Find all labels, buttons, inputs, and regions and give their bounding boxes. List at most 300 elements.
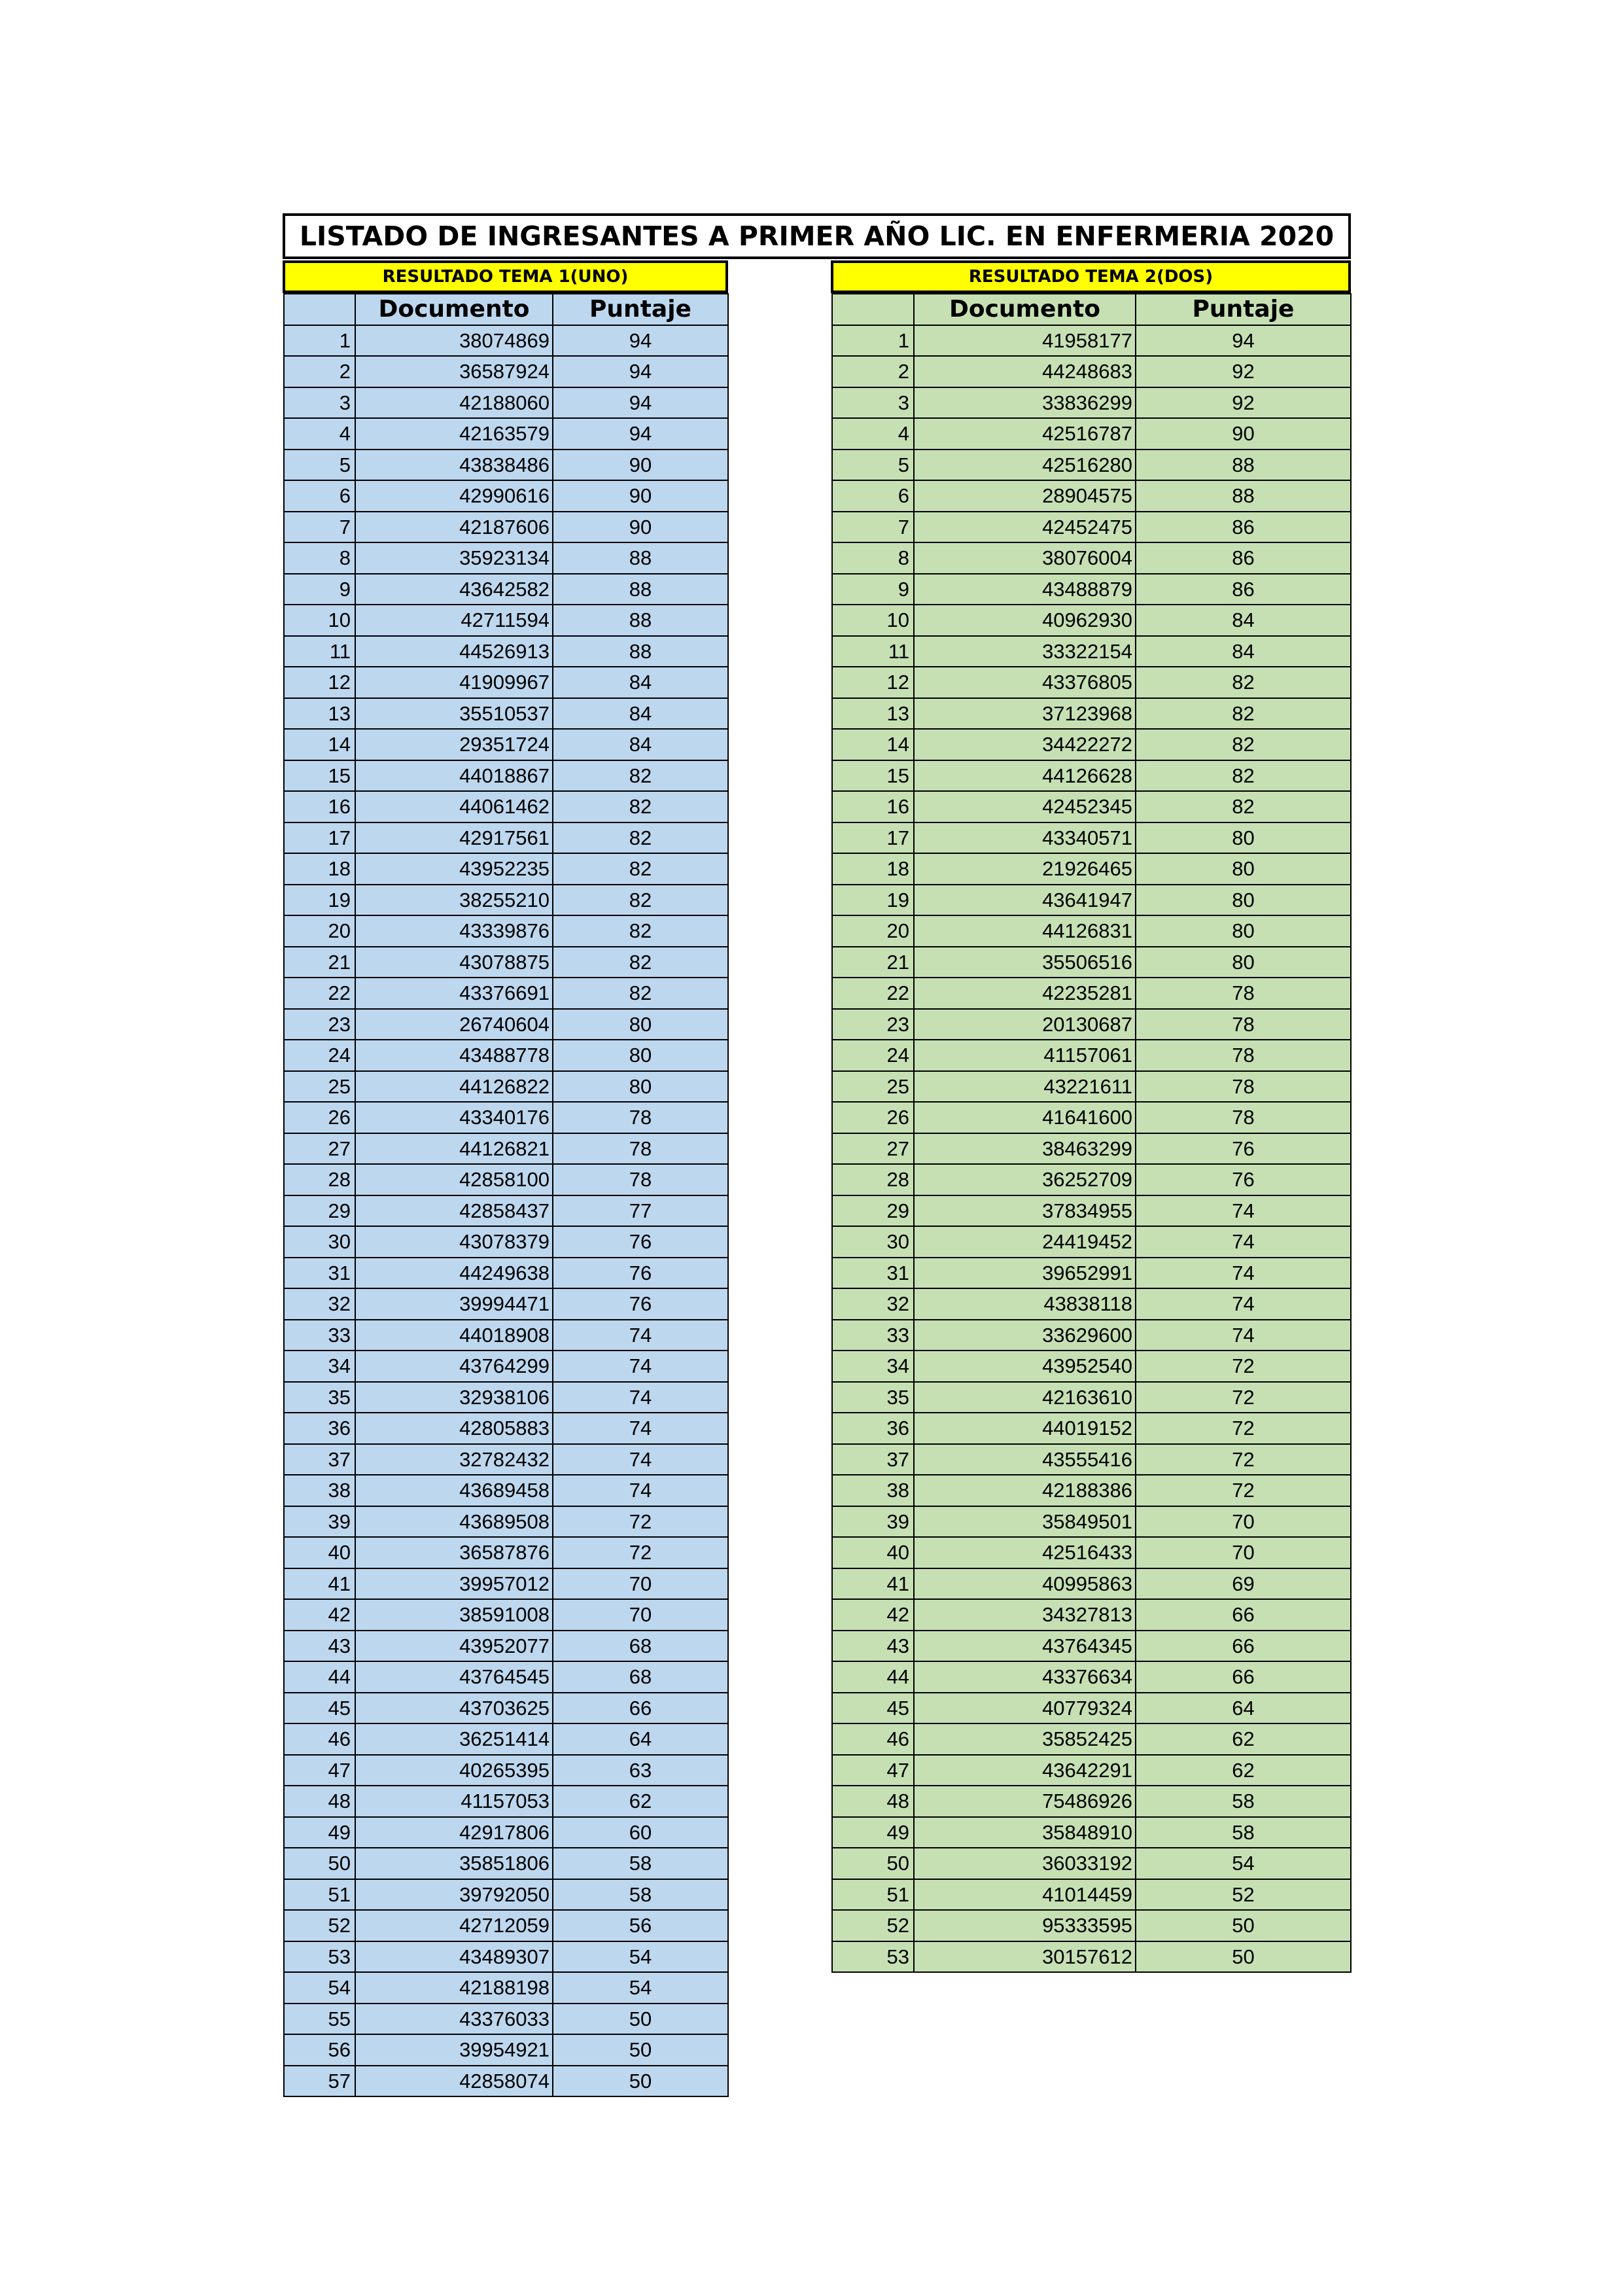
table-row bbox=[284, 1661, 728, 1693]
row-number: 50 bbox=[832, 1848, 914, 1879]
table-row bbox=[284, 387, 728, 419]
documento-cell: 43376634 bbox=[914, 1661, 1136, 1693]
table-row bbox=[832, 542, 1351, 574]
puntaje-cell: 84 bbox=[553, 698, 728, 730]
documento-cell: 36251414 bbox=[355, 1723, 553, 1755]
table-row bbox=[284, 1506, 728, 1538]
documento-cell: 38591008 bbox=[355, 1599, 553, 1631]
table-row bbox=[832, 1848, 1351, 1879]
table-row bbox=[284, 853, 728, 885]
puntaje-cell: 66 bbox=[1136, 1599, 1351, 1631]
documento-cell: 33629600 bbox=[914, 1320, 1136, 1351]
table-row bbox=[284, 1351, 728, 1382]
documento-cell: 42712059 bbox=[355, 1910, 553, 1941]
row-number: 26 bbox=[832, 1102, 914, 1133]
row-number: 7 bbox=[284, 512, 355, 543]
puntaje-cell: 74 bbox=[1136, 1226, 1351, 1258]
table-row bbox=[832, 356, 1351, 387]
row-number: 35 bbox=[284, 1382, 355, 1413]
table-row bbox=[832, 1258, 1351, 1289]
row-number: 10 bbox=[832, 605, 914, 636]
documento-cell: 44248683 bbox=[914, 356, 1136, 387]
documento-cell: 39954921 bbox=[355, 2034, 553, 2066]
tema1-index-header bbox=[284, 294, 355, 325]
puntaje-cell: 82 bbox=[553, 885, 728, 916]
table-row bbox=[832, 450, 1351, 481]
documento-cell: 42163610 bbox=[914, 1382, 1136, 1413]
row-number: 4 bbox=[832, 418, 914, 450]
row-number: 43 bbox=[832, 1631, 914, 1662]
documento-cell: 43555416 bbox=[914, 1444, 1136, 1475]
row-number: 51 bbox=[284, 1879, 355, 1911]
puntaje-cell: 54 bbox=[1136, 1848, 1351, 1879]
table-row bbox=[284, 1537, 728, 1568]
puntaje-cell: 54 bbox=[553, 1972, 728, 2004]
documento-cell: 95333595 bbox=[914, 1910, 1136, 1941]
table-row bbox=[284, 1288, 728, 1320]
table-row bbox=[832, 1040, 1351, 1071]
puntaje-cell: 72 bbox=[553, 1537, 728, 1568]
documento-cell: 40265395 bbox=[355, 1755, 553, 1786]
row-number: 35 bbox=[832, 1382, 914, 1413]
puntaje-cell: 80 bbox=[1136, 915, 1351, 947]
table-row bbox=[832, 760, 1351, 792]
documento-cell: 42711594 bbox=[355, 605, 553, 636]
row-number: 18 bbox=[832, 853, 914, 885]
row-number: 6 bbox=[284, 480, 355, 512]
table-row bbox=[284, 760, 728, 792]
documento-cell: 43838486 bbox=[355, 450, 553, 481]
puntaje-cell: 66 bbox=[553, 1693, 728, 1724]
documento-cell: 43488879 bbox=[914, 574, 1136, 605]
documento-cell: 33836299 bbox=[914, 387, 1136, 419]
puntaje-cell: 74 bbox=[553, 1382, 728, 1413]
puntaje-cell: 68 bbox=[553, 1661, 728, 1693]
table-row bbox=[832, 915, 1351, 947]
documento-cell: 41014459 bbox=[914, 1879, 1136, 1911]
puntaje-cell: 90 bbox=[553, 480, 728, 512]
puntaje-cell: 74 bbox=[1136, 1288, 1351, 1320]
puntaje-cell: 80 bbox=[1136, 853, 1351, 885]
tema1-documento-header: Documento bbox=[355, 294, 553, 325]
puntaje-cell: 88 bbox=[553, 542, 728, 574]
documento-cell: 42188386 bbox=[914, 1475, 1136, 1506]
tema1-table bbox=[283, 293, 729, 2097]
documento-cell: 42990616 bbox=[355, 480, 553, 512]
puntaje-cell: 94 bbox=[553, 356, 728, 387]
puntaje-cell: 78 bbox=[1136, 1009, 1351, 1040]
row-number: 25 bbox=[284, 1071, 355, 1103]
row-number: 38 bbox=[832, 1475, 914, 1506]
row-number: 54 bbox=[284, 1972, 355, 2004]
table-row bbox=[284, 1382, 728, 1413]
puntaje-cell: 94 bbox=[553, 418, 728, 450]
puntaje-cell: 74 bbox=[553, 1413, 728, 1444]
row-number: 57 bbox=[284, 2066, 355, 2097]
table-row bbox=[284, 1071, 728, 1103]
row-number: 48 bbox=[832, 1786, 914, 1817]
table-row bbox=[832, 605, 1351, 636]
documento-cell: 43641947 bbox=[914, 885, 1136, 916]
table-row bbox=[284, 1133, 728, 1165]
documento-cell: 43489307 bbox=[355, 1941, 553, 1973]
row-number: 39 bbox=[832, 1506, 914, 1538]
row-number: 50 bbox=[284, 1848, 355, 1879]
table-row bbox=[284, 1693, 728, 1724]
puntaje-cell: 84 bbox=[553, 667, 728, 698]
table-row bbox=[284, 1413, 728, 1444]
documento-cell: 41909967 bbox=[355, 667, 553, 698]
puntaje-cell: 84 bbox=[553, 729, 728, 760]
puntaje-cell: 82 bbox=[1136, 667, 1351, 698]
table-row bbox=[284, 1941, 728, 1973]
row-number: 30 bbox=[832, 1226, 914, 1258]
puntaje-cell: 86 bbox=[1136, 542, 1351, 574]
table-row bbox=[832, 729, 1351, 760]
documento-cell: 44018867 bbox=[355, 760, 553, 792]
table-row bbox=[284, 1009, 728, 1040]
documento-cell: 43340571 bbox=[914, 822, 1136, 854]
puntaje-cell: 88 bbox=[553, 605, 728, 636]
table-row bbox=[832, 1444, 1351, 1475]
table-row bbox=[284, 2066, 728, 2097]
puntaje-cell: 50 bbox=[1136, 1910, 1351, 1941]
row-number: 19 bbox=[284, 885, 355, 916]
table-row bbox=[832, 636, 1351, 667]
documento-cell: 42917561 bbox=[355, 822, 553, 854]
documento-cell: 43221611 bbox=[914, 1071, 1136, 1103]
puntaje-cell: 82 bbox=[1136, 698, 1351, 730]
row-number: 49 bbox=[832, 1817, 914, 1848]
documento-cell: 41641600 bbox=[914, 1102, 1136, 1133]
puntaje-cell: 50 bbox=[1136, 1941, 1351, 1973]
row-number: 56 bbox=[284, 2034, 355, 2066]
row-number: 40 bbox=[284, 1537, 355, 1568]
documento-cell: 43078379 bbox=[355, 1226, 553, 1258]
row-number: 45 bbox=[832, 1693, 914, 1724]
puntaje-cell: 54 bbox=[553, 1941, 728, 1973]
puntaje-cell: 62 bbox=[1136, 1723, 1351, 1755]
table-row bbox=[284, 698, 728, 730]
table-row bbox=[284, 915, 728, 947]
documento-cell: 43952540 bbox=[914, 1351, 1136, 1382]
row-number: 36 bbox=[832, 1413, 914, 1444]
documento-cell: 42516433 bbox=[914, 1537, 1136, 1568]
row-number: 31 bbox=[284, 1258, 355, 1289]
row-number: 22 bbox=[832, 978, 914, 1009]
row-number: 8 bbox=[284, 542, 355, 574]
table-row bbox=[832, 1102, 1351, 1133]
puntaje-cell: 68 bbox=[553, 1631, 728, 1662]
table-row bbox=[284, 636, 728, 667]
documento-cell: 42452345 bbox=[914, 791, 1136, 822]
puntaje-cell: 66 bbox=[1136, 1661, 1351, 1693]
puntaje-cell: 82 bbox=[1136, 729, 1351, 760]
row-number: 40 bbox=[832, 1537, 914, 1568]
row-number: 21 bbox=[284, 947, 355, 978]
documento-cell: 35506516 bbox=[914, 947, 1136, 978]
row-number: 31 bbox=[832, 1258, 914, 1289]
puntaje-cell: 78 bbox=[553, 1102, 728, 1133]
table-row bbox=[284, 1879, 728, 1911]
documento-cell: 42516280 bbox=[914, 450, 1136, 481]
documento-cell: 42516787 bbox=[914, 418, 1136, 450]
documento-cell: 43078875 bbox=[355, 947, 553, 978]
table-row bbox=[284, 1848, 728, 1879]
documento-cell: 38463299 bbox=[914, 1133, 1136, 1165]
puntaje-cell: 70 bbox=[1136, 1537, 1351, 1568]
documento-cell: 42163579 bbox=[355, 418, 553, 450]
table-row bbox=[832, 1661, 1351, 1693]
puntaje-cell: 74 bbox=[553, 1444, 728, 1475]
documento-cell: 39792050 bbox=[355, 1879, 553, 1911]
row-number: 27 bbox=[832, 1133, 914, 1165]
documento-cell: 36587876 bbox=[355, 1537, 553, 1568]
documento-cell: 39994471 bbox=[355, 1288, 553, 1320]
documento-cell: 43764345 bbox=[914, 1631, 1136, 1662]
documento-cell: 35852425 bbox=[914, 1723, 1136, 1755]
puntaje-cell: 94 bbox=[553, 387, 728, 419]
row-number: 1 bbox=[832, 325, 914, 357]
row-number: 8 bbox=[832, 542, 914, 574]
puntaje-cell: 60 bbox=[553, 1817, 728, 1848]
tema1-heading: RESULTADO TEMA 1(UNO) bbox=[283, 260, 728, 293]
row-number: 51 bbox=[832, 1879, 914, 1911]
puntaje-cell: 82 bbox=[553, 978, 728, 1009]
puntaje-cell: 78 bbox=[553, 1133, 728, 1165]
row-number: 20 bbox=[284, 915, 355, 947]
row-number: 15 bbox=[832, 760, 914, 792]
puntaje-cell: 72 bbox=[1136, 1382, 1351, 1413]
row-number: 2 bbox=[832, 356, 914, 387]
documento-cell: 41958177 bbox=[914, 325, 1136, 357]
row-number: 13 bbox=[284, 698, 355, 730]
table-row bbox=[832, 418, 1351, 450]
puntaje-cell: 86 bbox=[1136, 574, 1351, 605]
row-number: 42 bbox=[284, 1599, 355, 1631]
table-row bbox=[832, 1599, 1351, 1631]
table-row bbox=[284, 1910, 728, 1941]
puntaje-cell: 66 bbox=[1136, 1631, 1351, 1662]
puntaje-cell: 82 bbox=[553, 791, 728, 822]
table-row bbox=[832, 1723, 1351, 1755]
puntaje-cell: 84 bbox=[1136, 605, 1351, 636]
documento-cell: 44126831 bbox=[914, 915, 1136, 947]
puntaje-cell: 74 bbox=[1136, 1195, 1351, 1227]
table-row bbox=[832, 667, 1351, 698]
documento-cell: 36033192 bbox=[914, 1848, 1136, 1879]
table-row bbox=[832, 1941, 1351, 1973]
puntaje-cell: 77 bbox=[553, 1195, 728, 1227]
documento-cell: 43376805 bbox=[914, 667, 1136, 698]
table-row bbox=[832, 1320, 1351, 1351]
tema2-puntaje-header: Puntaje bbox=[1136, 294, 1351, 325]
puntaje-cell: 70 bbox=[553, 1599, 728, 1631]
documento-cell: 42188060 bbox=[355, 387, 553, 419]
puntaje-cell: 72 bbox=[1136, 1444, 1351, 1475]
table-row bbox=[832, 1631, 1351, 1662]
row-number: 45 bbox=[284, 1693, 355, 1724]
table-row bbox=[284, 1475, 728, 1506]
table-row bbox=[284, 729, 728, 760]
table-row bbox=[832, 853, 1351, 885]
table-row bbox=[832, 1817, 1351, 1848]
puntaje-cell: 58 bbox=[1136, 1817, 1351, 1848]
row-number: 28 bbox=[832, 1164, 914, 1195]
row-number: 37 bbox=[284, 1444, 355, 1475]
row-number: 43 bbox=[284, 1631, 355, 1662]
row-number: 3 bbox=[284, 387, 355, 419]
puntaje-cell: 80 bbox=[553, 1040, 728, 1071]
page-title: LISTADO DE INGRESANTES A PRIMER AÑO LIC. EN ENFERMERIA 2020 bbox=[283, 213, 1351, 259]
row-number: 52 bbox=[832, 1910, 914, 1941]
table-row bbox=[832, 1164, 1351, 1195]
row-number: 44 bbox=[284, 1661, 355, 1693]
row-number: 4 bbox=[284, 418, 355, 450]
documento-cell: 32782432 bbox=[355, 1444, 553, 1475]
puntaje-cell: 82 bbox=[1136, 791, 1351, 822]
documento-cell: 44061462 bbox=[355, 791, 553, 822]
table-row bbox=[284, 1102, 728, 1133]
documento-cell: 42805883 bbox=[355, 1413, 553, 1444]
table-row bbox=[832, 1382, 1351, 1413]
table-row bbox=[832, 885, 1351, 916]
documento-cell: 40995863 bbox=[914, 1568, 1136, 1600]
documento-cell: 43642291 bbox=[914, 1755, 1136, 1786]
row-number: 22 bbox=[284, 978, 355, 1009]
row-number: 52 bbox=[284, 1910, 355, 1941]
puntaje-cell: 88 bbox=[1136, 480, 1351, 512]
puntaje-cell: 78 bbox=[1136, 1071, 1351, 1103]
documento-cell: 21926465 bbox=[914, 853, 1136, 885]
table-row bbox=[832, 822, 1351, 854]
puntaje-cell: 80 bbox=[1136, 885, 1351, 916]
table-row bbox=[832, 978, 1351, 1009]
puntaje-cell: 82 bbox=[553, 822, 728, 854]
table-row bbox=[832, 1009, 1351, 1040]
table-row bbox=[832, 1195, 1351, 1227]
table-row bbox=[832, 1786, 1351, 1817]
tema1-rows bbox=[284, 325, 728, 2097]
documento-cell: 42858100 bbox=[355, 1164, 553, 1195]
documento-cell: 20130687 bbox=[914, 1009, 1136, 1040]
row-number: 16 bbox=[832, 791, 914, 822]
documento-cell: 43764545 bbox=[355, 1661, 553, 1693]
table-row bbox=[284, 325, 728, 357]
documento-cell: 44249638 bbox=[355, 1258, 553, 1289]
row-number: 28 bbox=[284, 1164, 355, 1195]
documento-cell: 43764299 bbox=[355, 1351, 553, 1382]
documento-cell: 44019152 bbox=[914, 1413, 1136, 1444]
row-number: 47 bbox=[832, 1755, 914, 1786]
row-number: 14 bbox=[832, 729, 914, 760]
documento-cell: 43376033 bbox=[355, 2004, 553, 2035]
row-number: 3 bbox=[832, 387, 914, 419]
table-row bbox=[284, 1444, 728, 1475]
table-row bbox=[832, 1288, 1351, 1320]
row-number: 34 bbox=[832, 1351, 914, 1382]
table-row bbox=[832, 1910, 1351, 1941]
table-row bbox=[832, 1226, 1351, 1258]
puntaje-cell: 92 bbox=[1136, 356, 1351, 387]
row-number: 29 bbox=[284, 1195, 355, 1227]
row-number: 19 bbox=[832, 885, 914, 916]
row-number: 27 bbox=[284, 1133, 355, 1165]
puntaje-cell: 88 bbox=[1136, 450, 1351, 481]
documento-cell: 43642582 bbox=[355, 574, 553, 605]
table-row bbox=[284, 356, 728, 387]
table-row bbox=[284, 1226, 728, 1258]
row-number: 5 bbox=[284, 450, 355, 481]
documento-cell: 44018908 bbox=[355, 1320, 553, 1351]
row-number: 15 bbox=[284, 760, 355, 792]
puntaje-cell: 70 bbox=[1136, 1506, 1351, 1538]
documento-cell: 43838118 bbox=[914, 1288, 1136, 1320]
documento-cell: 42858437 bbox=[355, 1195, 553, 1227]
row-number: 34 bbox=[284, 1351, 355, 1382]
puntaje-cell: 64 bbox=[1136, 1693, 1351, 1724]
puntaje-cell: 90 bbox=[553, 450, 728, 481]
row-number: 16 bbox=[284, 791, 355, 822]
row-number: 12 bbox=[284, 667, 355, 698]
table-row bbox=[832, 1537, 1351, 1568]
documento-cell: 43339876 bbox=[355, 915, 553, 947]
puntaje-cell: 86 bbox=[1136, 512, 1351, 543]
row-number: 32 bbox=[284, 1288, 355, 1320]
table-row bbox=[284, 978, 728, 1009]
documento-cell: 35848910 bbox=[914, 1817, 1136, 1848]
table-row bbox=[832, 1693, 1351, 1724]
row-number: 53 bbox=[284, 1941, 355, 1973]
documento-cell: 42452475 bbox=[914, 512, 1136, 543]
puntaje-cell: 82 bbox=[553, 760, 728, 792]
table-row bbox=[284, 542, 728, 574]
puntaje-cell: 72 bbox=[1136, 1413, 1351, 1444]
puntaje-cell: 82 bbox=[553, 853, 728, 885]
row-number: 48 bbox=[284, 1786, 355, 1817]
documento-cell: 32938106 bbox=[355, 1382, 553, 1413]
row-number: 18 bbox=[284, 853, 355, 885]
row-number: 42 bbox=[832, 1599, 914, 1631]
table-row bbox=[832, 947, 1351, 978]
documento-cell: 34422272 bbox=[914, 729, 1136, 760]
puntaje-cell: 74 bbox=[553, 1475, 728, 1506]
table-row bbox=[284, 1164, 728, 1195]
table-row bbox=[832, 1755, 1351, 1786]
documento-cell: 39957012 bbox=[355, 1568, 553, 1600]
table-row bbox=[284, 791, 728, 822]
documento-cell: 37834955 bbox=[914, 1195, 1136, 1227]
documento-cell: 29351724 bbox=[355, 729, 553, 760]
documento-cell: 42235281 bbox=[914, 978, 1136, 1009]
row-number: 33 bbox=[832, 1320, 914, 1351]
table-row bbox=[284, 822, 728, 854]
documento-cell: 24419452 bbox=[914, 1226, 1136, 1258]
puntaje-cell: 88 bbox=[553, 636, 728, 667]
puntaje-cell: 78 bbox=[553, 1164, 728, 1195]
table-row bbox=[284, 418, 728, 450]
documento-cell: 44126628 bbox=[914, 760, 1136, 792]
tema1-puntaje-header: Puntaje bbox=[553, 294, 728, 325]
table-row bbox=[284, 1631, 728, 1662]
puntaje-cell: 62 bbox=[553, 1786, 728, 1817]
tema2-index-header bbox=[832, 294, 914, 325]
row-number: 36 bbox=[284, 1413, 355, 1444]
row-number: 55 bbox=[284, 2004, 355, 2035]
puntaje-cell: 76 bbox=[1136, 1164, 1351, 1195]
puntaje-cell: 63 bbox=[553, 1755, 728, 1786]
table-row bbox=[284, 1599, 728, 1631]
